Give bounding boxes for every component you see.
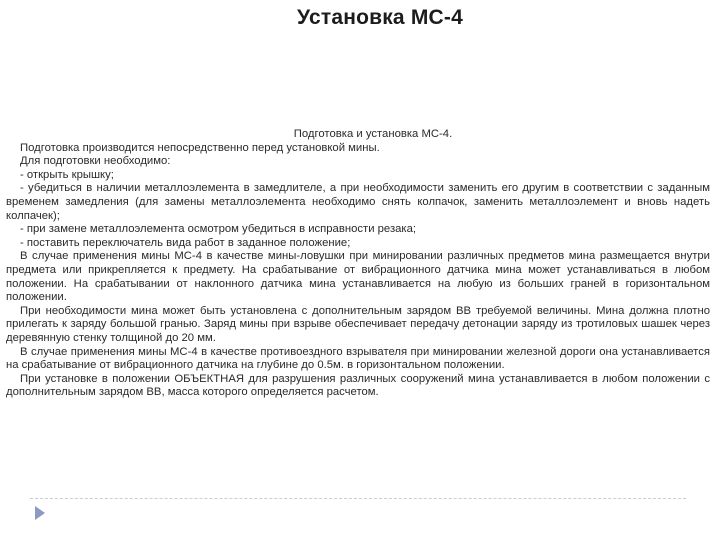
footer-divider: [30, 498, 686, 499]
paragraph: Подготовка производится непосредственно перед установкой мины.: [20, 141, 380, 154]
paragraph: В случае применения мины МС-4 в качестве противоездного взрывателя при минировании железной дороги она устанавливается на срабатывание от вибрационного датчика на глубине до 0.5м. в горизонтальном положении.: [6, 345, 710, 372]
paragraph: При необходимости мина может быть установлена с дополнительным зарядом ВВ требуемой величины. Мина должна плотно прилегать к заряду большой гранью. Заряд мины при взрыве обеспечивает передачу детонации заряду из тротиловых шашек через деревянную стенку толщиной до 20 мм.: [6, 304, 710, 344]
list-item: - открыть крышку;: [20, 168, 114, 181]
section-heading: Подготовка и установка МС-4.: [293, 128, 453, 140]
list-item: - убедиться в наличии металлоэлемента в замедлителе, а при необходимости заменить его другим в соответствии с заданным временем замедления (для замены металлоэлемента необходимо снять колпачок, заменить металлоэлемент и вновь надеть колпачек);: [6, 182, 710, 222]
list-item: - при замене металлоэлемента осмотром убедиться в исправности резака;: [20, 223, 417, 236]
paragraph: Для подготовки необходимо:: [20, 155, 171, 168]
paragraph: При установке в положении ОБЪЕКТНАЯ для разрушения различных сооружений мина устанавливается в любом положении с дополнительным зарядом ВВ, масса которого определяется расчетом.: [6, 372, 710, 399]
list-item: - поставить переключатель вида работ в заданное положение;: [20, 236, 351, 249]
slide-content: [6, 128, 710, 400]
triangle-right-icon[interactable]: [34, 505, 46, 521]
slide-title: Установка МС-4: [297, 6, 463, 29]
paragraph: В случае применения мины МС-4 в качестве мины-ловушки при минировании различных предметов мина размещается внутри предмета или прикрепляется к предмету. На срабатывание от вибрационного датчика мина может устанавливаться в любом положении. На срабатывании от наклонного датчика мина устанавливается на любую из больших граней в горизонтальном положении.: [6, 250, 710, 304]
